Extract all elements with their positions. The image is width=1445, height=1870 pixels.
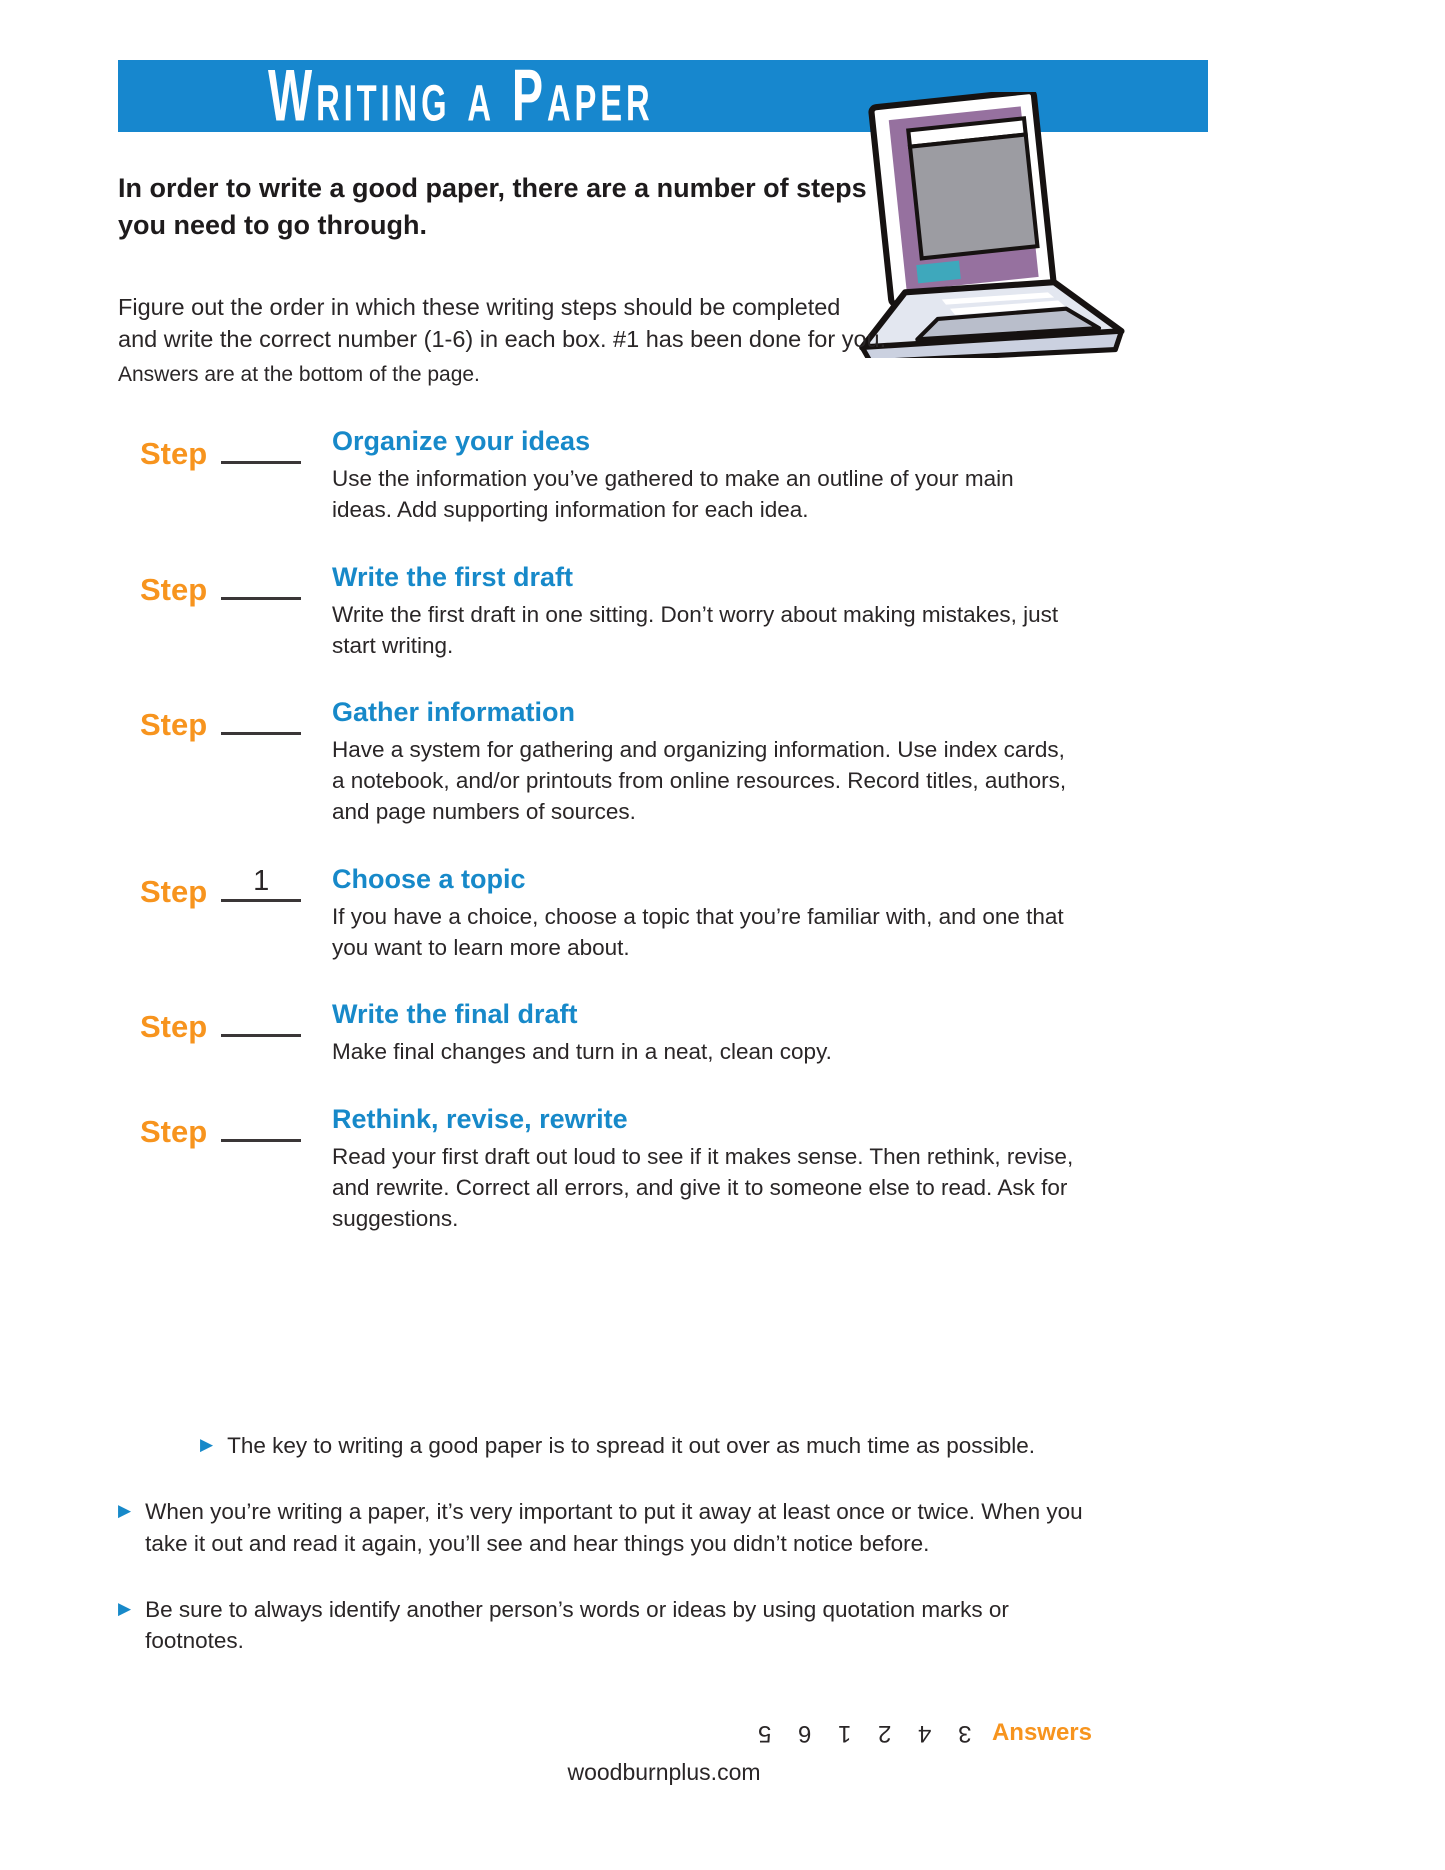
step-label: Step xyxy=(140,571,208,607)
step-description: Write the first draft in one sitting. Don’t worry about making mistakes, just start writing. xyxy=(332,601,1059,658)
step-body xyxy=(332,864,1077,964)
answer-key xyxy=(118,1719,1210,1747)
step-body xyxy=(332,426,1077,526)
intro-line-2: you need to go through. xyxy=(118,210,427,241)
step-description: Have a system for gathering and organizing information. Use index cards, a notebook, and/or printouts from online resources. Record titles, authors, and page numbers of sources. xyxy=(332,737,1067,825)
step-title: Write the first draft xyxy=(332,561,574,592)
instructions-text xyxy=(118,291,938,391)
instructions-line-1: Figure out the order in which these writing steps should be completed xyxy=(118,293,841,320)
tip-text: The key to writing a good paper is to spread it out over as much time as possible. xyxy=(227,1432,1035,1458)
step-row-organize xyxy=(118,426,1210,526)
step-label: Step xyxy=(140,436,208,472)
step-label: Step xyxy=(140,707,208,743)
step-label-wrap xyxy=(140,426,332,526)
step-description: Read your first draft out loud to see if it makes sense. Then rethink, revise, and rewrite. Correct all errors, and give it to someone else to read. Ask for suggestions. xyxy=(332,1144,1074,1231)
step-label: Step xyxy=(140,1009,208,1045)
instructions-note: Answers are at the bottom of the page. xyxy=(118,363,480,387)
step-answer-value: 1 xyxy=(253,864,270,897)
step-body xyxy=(332,562,1077,662)
intro-line-1: In order to write a good paper, there are a number of steps xyxy=(118,173,867,203)
instructions-line-2: and write the correct number (1-6) in each box. #1 has been done for you. xyxy=(118,326,887,353)
step-title: Rethink, revise, rewrite xyxy=(332,1104,628,1135)
step-answer-blank[interactable] xyxy=(221,1106,301,1142)
step-answer-blank[interactable] xyxy=(221,866,301,902)
content-column xyxy=(118,170,1210,1786)
step-label-wrap xyxy=(140,562,332,662)
answer-key-label: Answers xyxy=(991,1719,1092,1747)
step-row-choose-topic xyxy=(118,864,1210,964)
tip-item xyxy=(118,1430,1108,1462)
bullet-triangle-icon: ▶ xyxy=(200,1434,214,1454)
tip-item xyxy=(118,1496,1108,1560)
tip-text: When you’re writing a paper, it’s very important to put it away at least once or twice. When you take it out and read it again, you’ll see and hear things you didn’t notice before. xyxy=(145,1498,1083,1556)
bullet-triangle-icon: ▶ xyxy=(118,1500,132,1520)
page-title: Writing a Paper xyxy=(268,54,654,137)
footer-site-url: woodburnplus.com xyxy=(567,1759,761,1786)
step-answer-blank[interactable] xyxy=(221,564,301,600)
tip-text: Be sure to always identify another person’s words or ideas by using quotation marks or footnotes. xyxy=(145,1596,1009,1654)
tip-item xyxy=(118,1594,1108,1658)
step-label-wrap xyxy=(140,864,332,964)
intro-text xyxy=(118,170,918,245)
step-answer-blank[interactable] xyxy=(221,699,301,735)
step-label-wrap xyxy=(140,697,332,827)
step-body xyxy=(332,697,1077,827)
steps-list xyxy=(118,426,1210,1235)
step-title: Choose a topic xyxy=(332,863,526,894)
step-body xyxy=(332,999,832,1068)
step-body xyxy=(332,1104,1077,1234)
step-label: Step xyxy=(140,1114,208,1150)
step-row-gather xyxy=(118,697,1210,827)
tips-list xyxy=(118,1430,1210,1658)
step-answer-blank[interactable] xyxy=(221,1001,301,1037)
step-label-wrap xyxy=(140,999,332,1068)
bullet-triangle-icon: ▶ xyxy=(118,1598,132,1618)
step-title: Organize your ideas xyxy=(332,426,591,457)
step-title: Gather information xyxy=(332,697,576,728)
step-label-wrap xyxy=(140,1104,332,1234)
step-row-rethink xyxy=(118,1104,1210,1234)
step-title: Write the final draft xyxy=(332,999,578,1030)
step-answer-blank[interactable] xyxy=(221,428,301,464)
answer-key-values-upside-down: 3 4 2 1 6 5 xyxy=(748,1720,972,1748)
step-label: Step xyxy=(140,873,208,909)
step-description: If you have a choice, choose a topic that you’re familiar with, and one that you want to learn more about. xyxy=(332,903,1064,960)
step-description: Make final changes and turn in a neat, clean copy. xyxy=(332,1039,832,1065)
step-description: Use the information you’ve gathered to make an outline of your main ideas. Add supporting information for each idea. xyxy=(332,466,1014,522)
step-row-final-draft xyxy=(118,999,1210,1068)
step-row-first-draft xyxy=(118,562,1210,662)
